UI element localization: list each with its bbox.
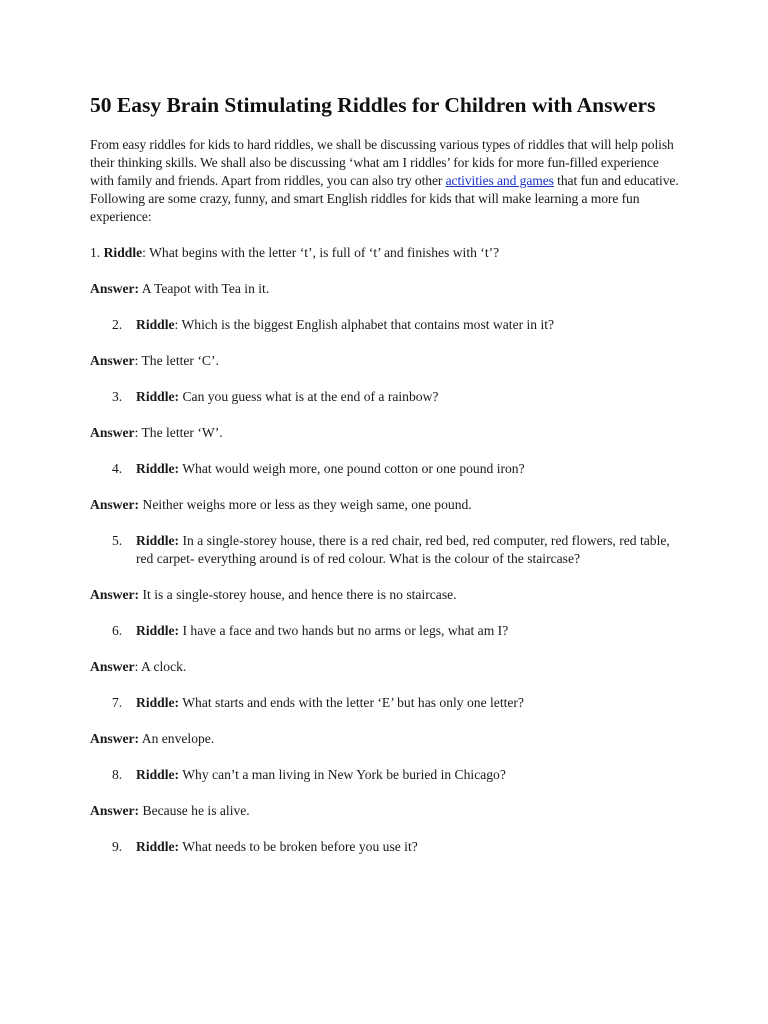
answer-separator: : [134, 353, 142, 368]
riddle-question: Why can’t a man living in New York be buried in Chicago? [182, 767, 506, 782]
riddle-question: What would weigh more, one pound cotton or one pound iron? [182, 461, 525, 476]
answer-3 [90, 424, 680, 442]
answer-7 [90, 730, 680, 748]
riddle-number: 1. [90, 245, 101, 260]
riddle-question: Can you guess what is at the end of a rainbow? [182, 389, 439, 404]
riddle-3 [90, 388, 680, 406]
riddle-separator: : [174, 317, 182, 332]
page-title: 50 Easy Brain Stimulating Riddles for Children with Answers [90, 93, 656, 117]
activities-and-games-link[interactable]: activities and games [445, 173, 554, 188]
riddle-question: I have a face and two hands but no arms or legs, what am I? [182, 623, 509, 638]
answer-text: The letter ‘C’. [141, 353, 219, 368]
riddle-label: Riddle: [136, 839, 180, 854]
answer-label: Answer [90, 353, 135, 368]
riddle-number: 5. [112, 533, 123, 548]
riddle-5 [90, 532, 680, 568]
answer-label: Answer: [90, 803, 140, 818]
riddle-6 [90, 622, 680, 640]
intro-paragraph [90, 136, 680, 226]
riddle-separator: : [142, 245, 150, 260]
riddle-9 [90, 838, 680, 856]
riddle-label: Riddle: [136, 533, 180, 548]
riddle-label: Riddle [136, 317, 175, 332]
riddle-question: What begins with the letter ‘t’, is full of ‘t’ and finishes with ‘t’? [149, 245, 500, 260]
riddle-label: Riddle: [136, 623, 180, 638]
answer-2 [90, 352, 680, 370]
riddle-8 [90, 766, 680, 784]
answer-separator: : [134, 425, 142, 440]
answer-label: Answer: [90, 497, 140, 512]
answer-4 [90, 496, 680, 514]
riddle-label: Riddle: [136, 767, 180, 782]
riddle-7 [90, 694, 680, 712]
riddle-number: 2. [112, 317, 123, 332]
answer-label: Answer [90, 659, 135, 674]
riddle-number: 6. [112, 623, 123, 638]
riddle-number: 3. [112, 389, 123, 404]
answer-text: The letter ‘W’. [141, 425, 223, 440]
riddle-label: Riddle: [136, 389, 180, 404]
answer-label: Answer: [90, 281, 140, 296]
answer-1 [90, 280, 680, 298]
riddle-question: Which is the biggest English alphabet that contains most water in it? [181, 317, 555, 332]
answer-text: Neither weighs more or less as they weigh same, one pound. [142, 497, 472, 512]
riddle-2 [90, 316, 680, 334]
riddle-label: Riddle: [136, 461, 180, 476]
answer-text: A clock. [141, 659, 187, 674]
riddle-number: 9. [112, 839, 123, 854]
answer-text: Because he is alive. [142, 803, 250, 818]
answer-label: Answer: [90, 587, 140, 602]
intro-text-continued: that fun and educative. Following are some crazy, funny, and smart English riddles for kids that will make learning a more fun experience: [90, 173, 679, 224]
answer-6 [90, 658, 680, 676]
answer-text: A Teapot with Tea in it. [141, 281, 270, 296]
riddle-1 [90, 244, 680, 262]
riddle-number: 8. [112, 767, 123, 782]
riddle-number: 7. [112, 695, 123, 710]
intro-text: From easy riddles for kids to hard riddles, we shall be discussing various types of riddles that will help polish their thinking skills. We shall also be discussing ‘what am I riddles’ for kids for more fun-filled experience with family and friends. Apart from riddles, you can also try other [90, 137, 674, 188]
riddle-4 [90, 460, 680, 478]
answer-8 [90, 802, 680, 820]
document-page [90, 92, 680, 874]
answer-separator: : [134, 659, 141, 674]
answer-text: An envelope. [141, 731, 215, 746]
riddle-question: What starts and ends with the letter ‘E’ but has only one letter? [182, 695, 524, 710]
answer-label: Answer [90, 425, 135, 440]
riddle-label: Riddle: [136, 695, 180, 710]
answer-5 [90, 586, 680, 604]
answer-text: It is a single-storey house, and hence there is no staircase. [142, 587, 457, 602]
riddle-question: What needs to be broken before you use it? [182, 839, 418, 854]
riddle-number: 4. [112, 461, 123, 476]
answer-label: Answer: [90, 731, 140, 746]
riddle-question: In a single-storey house, there is a red chair, red bed, red computer, red flowers, red table, red carpet- everything around is of red colour. What is the colour of the staircase? [136, 533, 670, 566]
riddle-label: Riddle [103, 245, 143, 260]
